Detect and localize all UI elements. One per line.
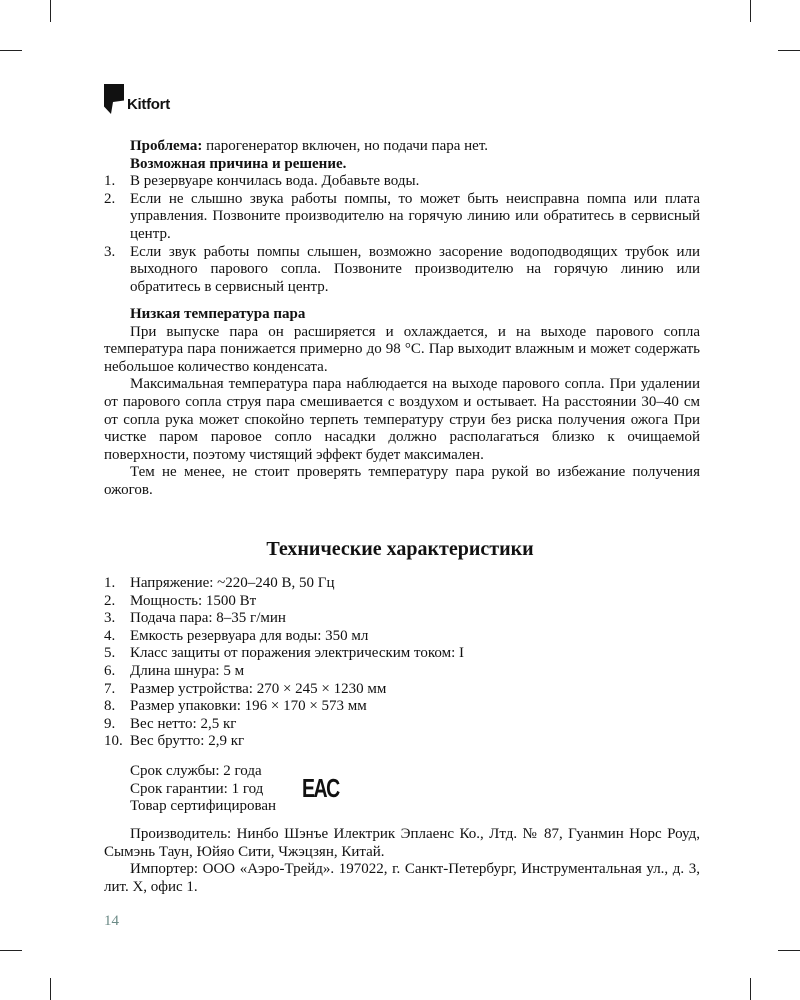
cause-list — [104, 173, 700, 296]
specs-section — [104, 575, 700, 751]
problem-line — [104, 138, 700, 156]
list-item: 2. Если не слышно звука работы помпы, то может быть неисправна помпа или плата управления. Позвоните производителю на горячую линию или обратитесь в сервисный центр. — [104, 190, 700, 242]
page-number: 14 — [104, 913, 119, 929]
brand-logo — [104, 84, 170, 114]
crop-mark — [750, 0, 751, 22]
specs-list — [104, 575, 700, 751]
crop-mark — [750, 978, 751, 1000]
spec-item: 4. Емкость резервуара для воды: 350 мл — [104, 627, 369, 644]
spec-item: 7. Размер устройства: 270 × 245 × 1230 мм — [104, 680, 387, 697]
list-item: 3. Если звук работы помпы слышен, возможно засорение водоподводящих трубок или выходного парового сопла. Позвоните производителю на горячую линию или обратитесь в сервисный центр. — [104, 243, 700, 295]
crop-mark — [778, 50, 800, 51]
certified-text: Товар сертифицирован — [130, 798, 277, 815]
cause-heading: Возможная причина и решение. — [130, 155, 347, 172]
section-heading: Низкая температура пара — [130, 306, 306, 322]
spec-item: 8. Размер упаковки: 196 × 170 × 573 мм — [104, 698, 367, 715]
crop-mark — [50, 0, 51, 22]
eac-mark-icon: EAC — [302, 773, 339, 803]
service-life: Срок службы: 2 года — [130, 763, 262, 779]
problem-text: парогенератор включен, но подачи пара нет. — [202, 138, 488, 154]
paragraph: Максимальная температура пара наблюдается на выходе парового сопла. При удалении от парового сопла струя пара смешивается с воздухом и остывает. На расстоянии 30–40 см от сопла рука может спокойно терпеть температуру струи без риска получения ожога При чистке паром паровое сопло насадки должно располагаться близко к очищаемой поверхности, поэтому чистящий эффект будет максимален. — [104, 376, 700, 463]
paragraph: Тем не менее, не стоит проверять температуру пара рукой во избежание получения ожогов. — [104, 464, 700, 498]
spec-item: 2. Мощность: 1500 Вт — [104, 592, 257, 609]
list-item: 1. В резервуаре кончилась вода. Добавьте воды. — [104, 173, 420, 190]
crop-mark — [50, 978, 51, 1000]
warranty: Срок гарантии: 1 год — [130, 780, 264, 797]
importer: Импортер: ООО «Аэро-Трейд». 197022, г. Санкт-Петербург, Инструментальная ул., д. 3, лит. Х, офис 1. — [104, 861, 700, 895]
manufacturer: Производитель: Нинбо Шэнъе Илектрик Эплаенс Ко., Лтд. № 87, Гуанмин Норс Роуд, Сымэнь Таун, Юйяо Сити, Чжэцзян, Китай. — [104, 826, 700, 860]
spec-item: 1. Напряжение: ~220–240 В, 50 Гц — [104, 575, 335, 591]
spec-item: 10. Вес брутто: 2,9 кг — [104, 733, 245, 750]
spec-item: 9. Вес нетто: 2,5 кг — [104, 715, 237, 732]
problem-label: Проблема: — [130, 138, 203, 154]
logo-icon — [104, 84, 124, 114]
crop-mark — [0, 950, 22, 951]
crop-mark — [0, 50, 22, 51]
crop-mark — [778, 950, 800, 951]
spec-item: 6. Длина шнура: 5 м — [104, 662, 245, 679]
brand-name: Kitfort — [127, 96, 170, 113]
service-section — [104, 763, 700, 816]
specs-title: Технические характеристики — [266, 538, 534, 560]
low-temp-section — [104, 306, 700, 500]
company-info — [104, 826, 700, 896]
spec-item: 3. Подача пара: 8–35 г/мин — [104, 610, 286, 627]
problem-section — [104, 138, 700, 296]
paragraph: При выпуске пара он расширяется и охлаждается, и на выходе парового сопла температура пара понижается примерно до 98 °С. Пар выходит влажным и может содержать небольшое количество конденсата. — [104, 323, 700, 375]
spec-item: 5. Класс защиты от поражения электрическим током: I — [104, 645, 465, 662]
